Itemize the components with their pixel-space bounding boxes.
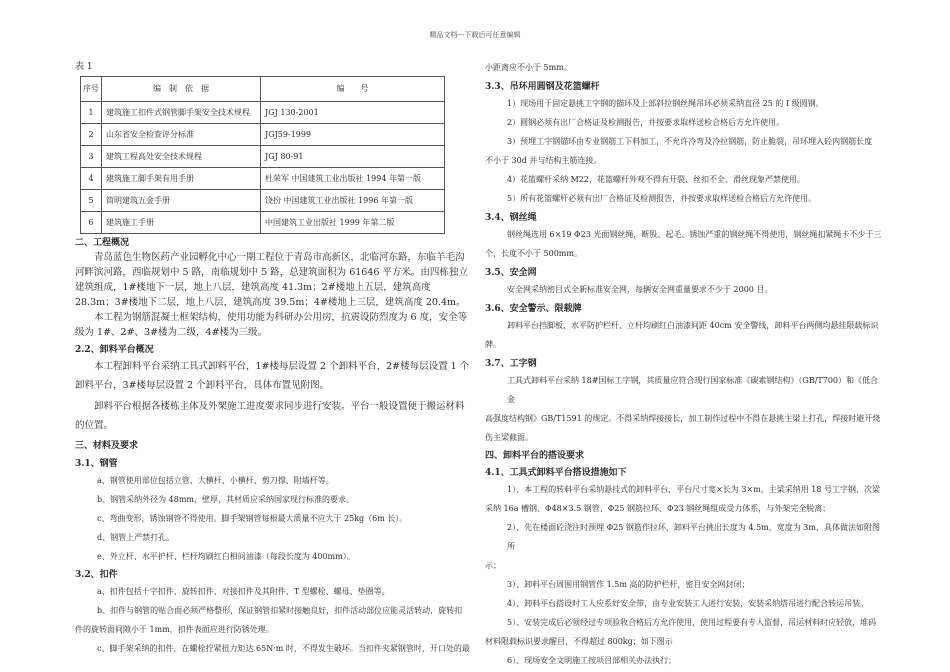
subsection-heading: 3.5、安全网	[485, 268, 537, 278]
list-item-continued: 件的旋转面间隙小于 1mm，扣件表面应进行防锈处理。	[75, 625, 274, 634]
list-item: c、弯曲变形，锈蚀钢管不得使用。脚手架钢管每根最大质量不应大于 25kg（6m 长）。	[97, 514, 408, 523]
table-label: 表 1	[75, 62, 93, 72]
row-index: 4	[81, 168, 102, 190]
row-index: 3	[81, 146, 102, 168]
paragraph: 工具式卸料平台采纳 18#国标工字钢，其质量应符合现行国家标准《碳素钢结构》（GB/T700）和《低合金	[507, 376, 878, 404]
paragraph: 钢丝绳选用 6×19 Φ23 光面钢丝绳，断股、起毛、锈蚀严重的钢丝绳不得使用，钢丝绳扣紧绳卡不少于三	[507, 230, 882, 239]
paragraph: 安全网采纳密目式全新标准安全网，每辆安全网重量要求不少于 2000 目。	[507, 285, 773, 294]
row-basis: 建筑工程高处安全技术规程	[102, 146, 261, 168]
row-code: JGJ59-1999	[261, 124, 445, 146]
paragraph-continued: 个，长度不小于 500mm。	[485, 249, 582, 258]
list-item-continued: 材料限载标识要求醒目，不得超过 800kg；如下图示	[485, 637, 673, 646]
row-basis: 建筑施工手册	[102, 212, 261, 234]
list-item: 2）圆钢必须有出厂合格证及检测报告，并按要求取样送检合格后方允许使用。	[507, 118, 785, 127]
list-item: a、钢管使用部位包括立管、大横杆、小横杆、剪刀撑、附墙杆等。	[97, 476, 334, 485]
row-code: 杜荣军 中国建筑工业出版社 1994 年第一版	[261, 168, 445, 190]
col-header-basis: 编 制 依 据	[102, 77, 261, 102]
list-item-continued: 不小于 30d 并与结构主筋连接。	[485, 156, 602, 165]
row-basis: 简明建筑五金手册	[102, 190, 261, 212]
subsection-heading: 3.7、工字钢	[485, 359, 537, 369]
list-item: 6）、现场安全文明施工按项目部相关办法执行；	[507, 656, 677, 665]
subsection-heading: 3.1、钢管	[75, 459, 118, 469]
row-code: 中国建筑工业出版社 1999 年第二版	[261, 212, 445, 234]
page-header: 精品文档---下载后可任意编辑	[429, 31, 521, 39]
row-index: 6	[81, 212, 102, 234]
subsection-heading: 3.4、钢丝绳	[485, 213, 537, 223]
paragraph: 卸料平台根据各楼栋主体及外架施工进度要求同步进行安装。平台一般设置便于搬运材料的位置。	[75, 401, 465, 431]
row-code: 饶扮 中国建筑工业出版社 1996 年第一版	[261, 190, 445, 212]
paragraph-continued: 牌。	[485, 340, 501, 349]
list-item-continued: 采纳 16a 槽钢、Φ48×3.5 钢管、Φ25 钢筋拉环、Φ23 钢丝绳组成受力体系，与外架完全脱离；	[485, 504, 831, 513]
list-item: a、扣件包括十字扣件、旋转扣件、对接扣件及其附件、T 型螺栓、螺母、垫圈等。	[97, 587, 390, 596]
subsection-heading: 3.6、安全警示、限载牌	[485, 304, 582, 314]
subsection-heading: 4.1、工具式卸料平台搭设措施如下	[485, 468, 627, 478]
table-row	[81, 212, 445, 234]
list-item: b、钢管采纳外径为 48mm，壁厚，其材质应采纳国家现行标准的要求。	[97, 495, 355, 504]
subsection-heading: 3.3、吊环用圆钢及花篮螺杆	[485, 82, 600, 92]
list-item: 1）现场用于固定悬挑工字钢的锚环及上部斜拉钢丝绳吊环必须采纳直径 25 的 I 级圆钢。	[507, 99, 824, 108]
paragraph-continued: 伤主梁截面。	[485, 433, 533, 442]
row-basis: 建筑施工脚手架有用手册	[102, 168, 261, 190]
col-header-index: 序号	[81, 77, 102, 102]
paragraph: 卸料平台挡脚板、水平防护栏杆、立杆均刷红白油漆间距 40cm 安全警线，卸料平台两侧均悬挂限载标识	[507, 321, 879, 330]
table-row	[81, 146, 445, 168]
section-heading: 三、材料及要求	[75, 441, 139, 451]
reference-table	[80, 76, 445, 234]
row-index: 5	[81, 190, 102, 212]
table-row	[81, 190, 445, 212]
list-item: b、扣件与钢管的贴合面必须严格整形，保证钢管扣紧时接触良好，扣件活动部位应能灵活转动，旋转扣	[97, 606, 463, 615]
subsection-heading: 3.2、扣件	[75, 570, 118, 580]
list-item: 4）、卸料平台搭设时工人应系好安全带，由专业安装工人进行安装，安装采纳塔吊进行配合转运吊装。	[507, 599, 869, 608]
row-code: JGJ 130-2001	[261, 102, 445, 124]
row-index: 2	[81, 124, 102, 146]
list-item: 1）、本工程的转料平台采纳悬挂式的卸料平台，平台尺寸宽×长为 3×m，主梁采纳用 18 号工字钢、次梁	[507, 485, 880, 494]
table-row	[81, 102, 445, 124]
table-header-row	[81, 77, 445, 102]
paragraph: 本工程卸料平台采纳工具式卸料平台，1#楼每层设置 2 个卸料平台，2#楼每层设置 1 个卸料平台，3#楼每层设置 2 个卸料平台，具体布置见附图。	[75, 361, 470, 391]
list-item: 3）预埋工字钢锚环由专业钢筋工下料加工，不允许冷弯及冷拉钢筋，防止脆裂，吊环埋入砼内钢筋长度	[507, 137, 873, 146]
row-code: JGJ 80-91	[261, 146, 445, 168]
list-item: 4）花篮螺杆采纳 M22，花篮螺杆外观不得有开裂、丝扣不全、滑丝现象严禁使用。	[507, 175, 806, 184]
list-item: d、钢管上严禁打孔。	[97, 533, 175, 542]
paragraph: 本工程为钢筋混凝土框架结构，使用功能为科研办公用房，抗震设防烈度为 6 度，安全等级为 1#、2#、3#楼为二级，4#楼为三级。	[75, 312, 468, 338]
list-item: 5）、安装完成后必须经过专项验收合格后方允许使用，使用过程要有专人监督，吊运材料时应轻放，堆码	[507, 618, 877, 627]
list-item: 2）、先在楼面砼浇注时预埋 Φ25 钢筋作拉环，卸料平台挑出长度为 4.5m，宽度为 3m，具体做法如附图所	[507, 523, 880, 551]
list-item: e、外立杆、水平护杆、栏杆均刷红白相间油漆（每段长度为 400mm）。	[97, 552, 355, 561]
paragraph-continued: 小距离应不小于 5mm。	[485, 63, 572, 72]
row-index: 1	[81, 102, 102, 124]
section-heading: 二、工程概况	[75, 238, 130, 248]
list-item: 3）、卸料平台周围用钢管作 1.5m 高的防护栏杆，密目安全网封闭；	[507, 580, 750, 589]
paragraph-continued: 高强度结构钢》GB/T1591 的规定。不得采纳焊接接长，加工制作过程中不得在悬挑主梁上打孔，焊接时避开烧	[485, 414, 881, 423]
row-basis: 建筑施工扣件式钢管脚手架安全技术规程	[102, 102, 261, 124]
row-basis: 山东省安全检查评分标准	[102, 124, 261, 146]
right-column	[485, 58, 885, 670]
list-item: 5）所有花篮螺杆必须有出厂合格证及检测报告，并按要求取样送检合格后方允许使用。	[507, 194, 817, 203]
left-column	[75, 60, 470, 658]
subsection-heading: 2.2、卸料平台概况	[75, 345, 154, 355]
paragraph: 青岛蓝色生物医药产业园孵化中心一期工程位于青岛市高新区，北临河东路，东临羊毛沟河畔滨河路，西临规划中 5 路，南临规划中 5 路，总建筑面积为 61646 平方米。由四栋独立建筑组成，1#楼地下一层，地上八层，建筑高度 41.3m；2#楼地上五层，建筑高度 28.3m；3#楼地下二层，地上八层，建筑高度 39.5m；4#楼地上三层，建筑高度 20.4m。	[75, 252, 468, 308]
list-item: c、脚手架采纳的扣件，在螺栓拧紧扭力矩达 65N·m 时，不得发生破坏。当扣件夹紧钢管时，开口处的最	[97, 644, 470, 653]
list-item-continued: 示；	[485, 561, 501, 570]
section-heading: 四、卸料平台的搭设要求	[485, 451, 585, 461]
col-header-code: 编 号	[261, 77, 445, 102]
table-row	[81, 168, 445, 190]
table-row	[81, 124, 445, 146]
